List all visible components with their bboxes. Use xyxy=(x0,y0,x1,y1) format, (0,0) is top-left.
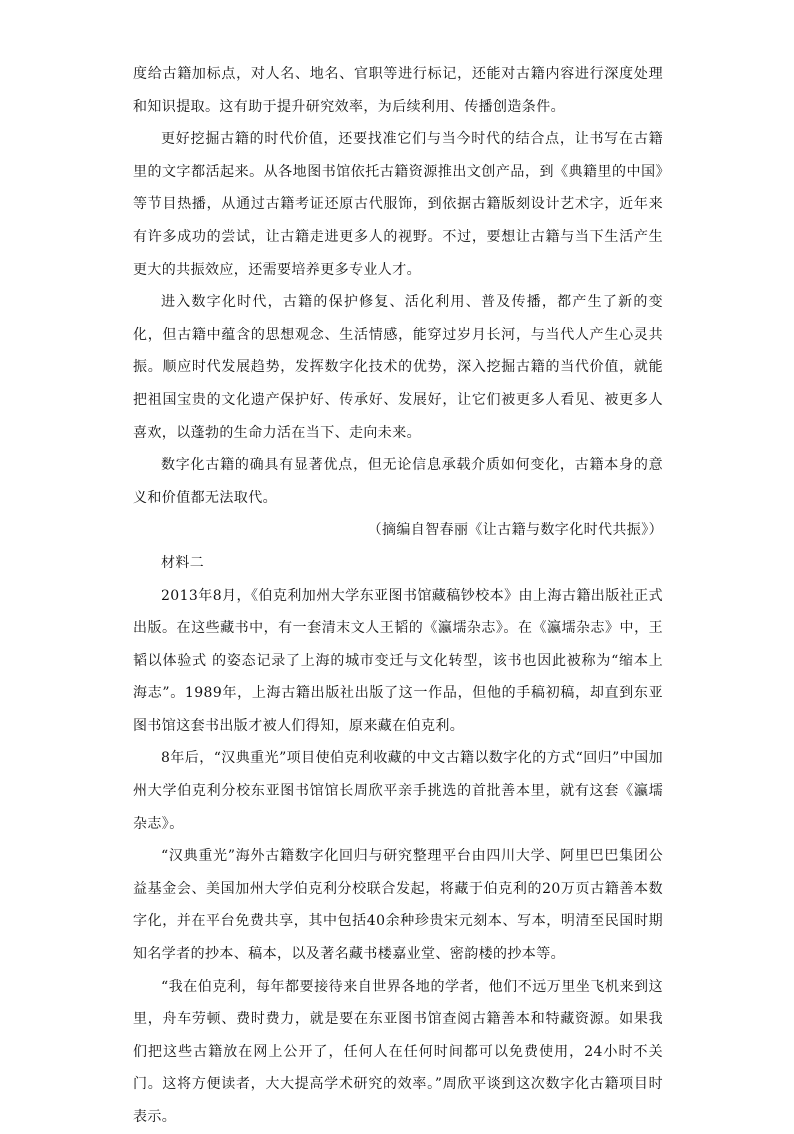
paragraph-platform-description: “汉典重光”海外古籍数字化回归与研究整理平台由四川大学、阿里巴巴集团公益基金会、美国加州大学伯克利分校联合发起，将藏于伯克利的20万页古籍善本数字化，并在平台免费共享，其中包括40余种珍贵宋元刻本、写本，明清至民国时期知名学者的抄本、稿本，以及著名藏书楼嘉业堂、密韵楼的抄本等。 xyxy=(133,848,663,963)
section-heading-material-two: 材料二 xyxy=(161,554,205,571)
source-citation: （摘编自智春丽《让古籍与数字化时代共振》） xyxy=(367,522,663,539)
paragraph-eight-years-later: 8年后，“汉典重光”项目使伯克利收藏的中文古籍以数字化的方式“回归”中国加州大学伯克利分校东亚图书馆馆长周欣平亲手挑选的首批善本里，就有这套《瀛壖杂志》。 xyxy=(133,750,663,832)
paragraph-digital-era: 进入数字化时代，古籍的保护修复、活化利用、普及传播，都产生了新的变化，但古籍中蕴含的思想观念、生活情感，能穿过岁月长河，与当代人产生心灵共振。顺应时代发展趋势，发挥数字化技术的优势，深入挖掘古籍的当代价值，就能把祖国宝贵的文化遗产保护好、传承好、发展好，让它们被更多人看见、被更多人喜欢，以蓬勃的生命力活在当下、走向未来。 xyxy=(133,294,663,441)
paragraph-era-value: 更好挖掘古籍的时代价值，还要找准它们与当今时代的结合点，让书写在古籍里的文字都活起来。从各地图书馆依托古籍资源推出文创产品，到《典籍里的中国》等节目热播，从通过古籍考证还原古代服饰，到依据古籍版刻设计艺术字，近年来有许多成功的尝试，让古籍走进更多人的视野。不过，要想让古籍与当下生活产生更大的共振效应，还需要培养更多专业人才。 xyxy=(133,131,663,278)
article-body xyxy=(133,58,663,1134)
paragraph-irreplaceable-value: 数字化古籍的确具有显著优点，但无论信息承载介质如何变化，古籍本身的意义和价值都无法取代。 xyxy=(133,457,663,506)
paragraph-continuation: 度给古籍加标点，对人名、地名、官职等进行标记，还能对古籍内容进行深度处理和知识提取。这有助于提升研究效率，为后续利用、传播创造条件。 xyxy=(133,66,663,115)
paragraph-quote-zhou: “我在伯克利，每年都要接待来自世界各地的学者，他们不远万里坐飞机来到这里，舟车劳顿、费时费力，就是要在东亚图书馆查阅古籍善本和特藏资源。如果我们把这些古籍放在网上公开了，任何人在任何时间都可以免费使用，24小时不关门。这将方便读者，大大提高学术研究的效率。”周欣平谈到这次数字化古籍项目时表示。 xyxy=(133,978,663,1125)
paragraph-berkeley-publication: 2013年8月，《伯克利加州大学东亚图书馆藏稿钞校本》由上海古籍出版社正式出版。在这些藏书中，有一套清末文人王韬的《瀛壖杂志》。在《瀛壖杂志》中，王韬以体验式 的姿态记录了上海的城市变迁与文化转型，该书也因此被称为“缩本上海志”。1989年，上海古籍出版社出版了这一作品，但他的手稿初稿，却直到东亚图书馆这套书出版才被人们得知，原来藏在伯克利。 xyxy=(133,587,663,734)
